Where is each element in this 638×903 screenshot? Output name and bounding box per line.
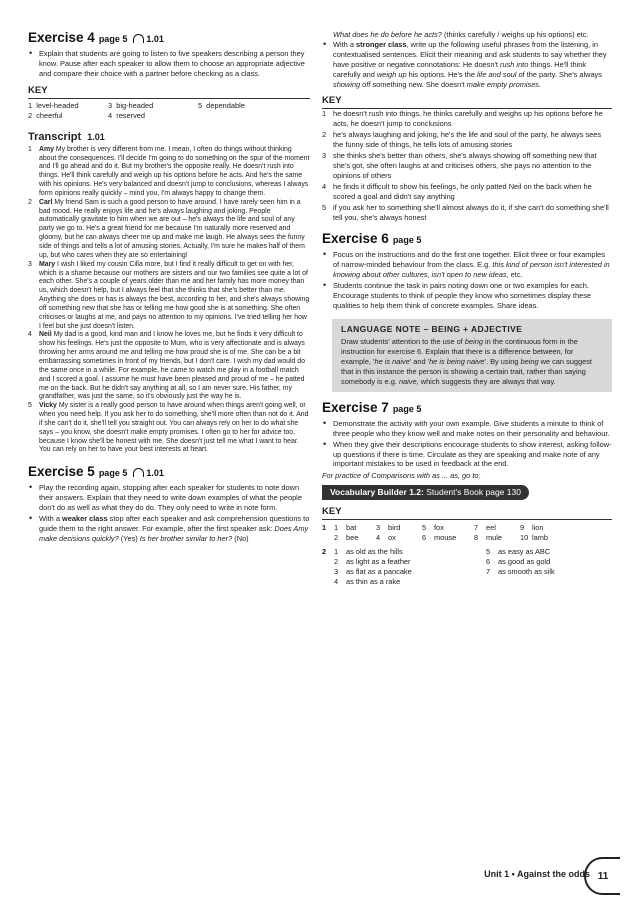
headphones-icon	[133, 468, 144, 477]
transcript-item: 3 Mary I wish I liked my cousin Cilla more, but I find it really difficult to get on with her, which is a shame because our mothers are sisters and our two families see quite a lot of each other. She's a couple of years older than me and her family has more money than us, which doesn't help, but I always feel that she thinks that she's better than me. Anything she does or has is always the best, according to her, and she's always showing off something new that she has or telling me how good she is at something. She often criticises or laughs at me, and pays no attention to my opinions. I've tried telling her how I feel but she just doesn't listen.	[28, 260, 310, 330]
key-1-answers	[28, 101, 310, 121]
left-column	[28, 30, 310, 545]
language-note-box	[332, 319, 612, 392]
transcript-item: 4 Neil My dad is a good, kind man and I know he loves me, but he finds it very difficult to show his feelings. He's just the opposite to Mum, who is very affectionate and is always throwing her arms around me and telling me how proud she is of me. She can be a bit embarrassing sometimes in front of my friends, but I don't care. I wish my dad would do the same once in a while. For example, he came to watch me play in a football match and I scored a goal. I assume he must have been pleased and proud of me – he patted me on the back. But he didn't say anything at all, so I am never sure. His father, my grandfather, was just the same, so it's obviously just the way he is.	[28, 331, 305, 401]
key-item: 5 dependable	[198, 100, 245, 110]
key-item: 4 reserved	[108, 110, 145, 120]
list-item: • Explain that students are going to listen to five speakers describing a person they know. Pause after each speaker to allow them to choose an appropriate adjective and compare their choice with a partner before checking as a class.	[28, 49, 310, 79]
key-heading: KEY	[28, 85, 310, 99]
exercise-4-bullets	[28, 49, 310, 79]
key-2-answers	[322, 109, 612, 222]
exercise-6-bullets	[322, 250, 612, 310]
list-item: • Students continue the task in pairs noting down one or two examples for each. Encourage students to think of people they know who sometimes display these qualities to help them think of concrete examples. Share ideas.	[322, 281, 612, 311]
exercise-4-heading	[28, 30, 310, 47]
list-item: • With a weaker class stop after each speaker and ask comprehension questions to guide them to the right answer. For example, after the first speaker ask: Does Amy make decisions quickly? (Yes) Is her brother similar to her? (No)	[28, 514, 310, 544]
footer-unit-title: Unit 1 • Against the odds	[484, 869, 590, 879]
key-heading: KEY	[322, 95, 612, 109]
transcript-item: 2 Carl My friend Sam is such a good person to have around. I have rarely seen him in a bad mood. He really enjoys life and he's always laughing and joking. People automatically gravitate to him when we are out – he's always the life and soul of any party we go to. He's a great friend for me because I'm naturally more reserved and gloomy, but he can always cheer me up and make me laugh. He always sees the funny side of things and tells a lot of amusing stories. Actually, I'm sure he makes half of them up, but who cares when they are so entertaining!	[28, 198, 305, 259]
list-item: • Demonstrate the activity with your own example. Give students a minute to think of three people who they know well and make notes on their personality and behaviour.	[322, 419, 612, 439]
key-item: 3 big-headed	[108, 100, 154, 110]
key-item: 5 if you ask her to something she'll almost always do it, if she can't do something she'll tell you, she's always honest	[322, 202, 609, 222]
practice-reference: For practice of Comparisons with as ... as, go to:	[322, 471, 481, 481]
stronger-class-bullets	[322, 40, 612, 90]
exercise-6-heading: Exercise 6 page 5	[322, 231, 422, 247]
key-item: 2 cheerful	[28, 110, 63, 120]
key-3-answers-part-1: 1 1 bat 3 bird 5 fox 7 eel 9 lion 2 bee 4 ox 6 mouse 8 mule 10 lamb	[322, 523, 549, 543]
key-item: 3 she thinks she's better than others, she's always showing off something new that she's got, she often laughs at and criticises others, she pays no attention to the opinions of others	[322, 151, 597, 180]
key-3-answers-part-2: 2 1 as old as the hills 5 as easy as ABC 2 as light as a feather 6 as good as gold 3 as flat as a pancake 7 as smooth as silk 4 as thin as a rake	[322, 547, 555, 587]
key-item: 4 he finds it difficult to show his feelings, he only patted Neil on the back when he scored a goal and didn't say anything	[322, 181, 592, 201]
exercise-7-heading: Exercise 7 page 5	[322, 399, 422, 415]
list-item: • With a stronger class, write up the following useful phrases from the listening, in contextualised sentences. Elicit their meaning and ask students to say whether they have positive or negative connotations: He doesn't rush into things. He'll think carefully and weigh up his options. He's the life and soul of the party. She's always showing off something new. She doesn't make empty promises.	[322, 40, 612, 90]
key-item: 1 he doesn't rush into things, he thinks carefully and weighs up his options before he acts, he doesn't jump to conclusions	[322, 109, 603, 129]
key-heading: KEY	[322, 506, 612, 520]
key-item: 1 level-headed	[28, 100, 79, 110]
key-item: 2 he's always laughing and joking, he's the life and soul of the party, he always sees the funny side of things, he tells lots of amusing stories	[322, 130, 602, 150]
continued-text: What does he do before he acts? (thinks carefully / weighs up his options) etc.	[333, 30, 589, 39]
transcript-body	[28, 146, 310, 456]
language-note-text: Draw students' attention to the use of being in the continuous form in the instruction for exercise 6. Explain that there is a difference between, for example, 'he is naive' and 'he is being naive'. By using being we can suggest that in this instance the person is showing a certain trait, rather than saying somebody is e.g. naive, which suggests they are always that way.	[341, 336, 592, 386]
page-ref: page 5	[98, 34, 128, 44]
headphones-icon	[133, 34, 144, 43]
right-column	[322, 30, 612, 587]
exercise-5-heading: Exercise 5 page 5 1.01	[28, 464, 164, 480]
language-note-heading: LANGUAGE NOTE – BEING + ADJECTIVE	[341, 323, 523, 334]
transcript-item: 5 Vicky My sister is a really good person to have around when things aren't going well, or when you need help. If you ask her to do something, she'll more often than not do it. And if she can't do it, she'll tell you straight out. You can always rely on her to do what she says – you know, she doesn't make empty promises. I often go to her for advice too, because I know she'll be honest with me. She doesn't just tell me what I want to hear. You can rely on her to have your best interests at heart.	[28, 402, 309, 454]
exercise-5-bullets	[28, 483, 310, 543]
page-number: 11	[584, 857, 620, 895]
list-item: • Play the recording again, stopping after each speaker for students to note down their answers. Explain that they need to write down examples of what the people don't do as well as what they do do. They only need to write in note form.	[28, 483, 310, 513]
list-item: • Focus on the instructions and do the first one together. Elicit three or four examples of narrow-minded behaviour from the class. E.g. this kind of person isn't interested in knowing about other cultures, isn't open to new ideas, etc.	[322, 250, 612, 280]
transcript-heading: Transcript 1.01	[28, 130, 105, 143]
transcript-item: 1 Amy My brother is very different from me. I mean, I often do things without thinking about the consequences. I'll decide I'm going to do something on the spur of the moment and I'll go ahead and do it. But my brother's the opposite really. He doesn't rush into things. He'll think carefully and weigh up his options before he acts. And he's the same with his opinions. He's very balanced and doesn't jump to conclusions, whereas I always form opinions really quickly – mind you, I'm always happy to change them.	[28, 145, 310, 197]
exercise-7-bullets	[322, 419, 612, 470]
vocabulary-builder-banner: Vocabulary Builder 1.2: Student's Book page 130	[322, 485, 529, 500]
audio-track: 1.01	[146, 34, 164, 44]
exercise-title: Exercise 4	[28, 30, 95, 45]
list-item: • When they give their descriptions encourage students to show interest, asking follow-up questions if there is time. Circulate as they are speaking and make note of any important mistakes to be used in feedback at the end.	[322, 440, 612, 470]
